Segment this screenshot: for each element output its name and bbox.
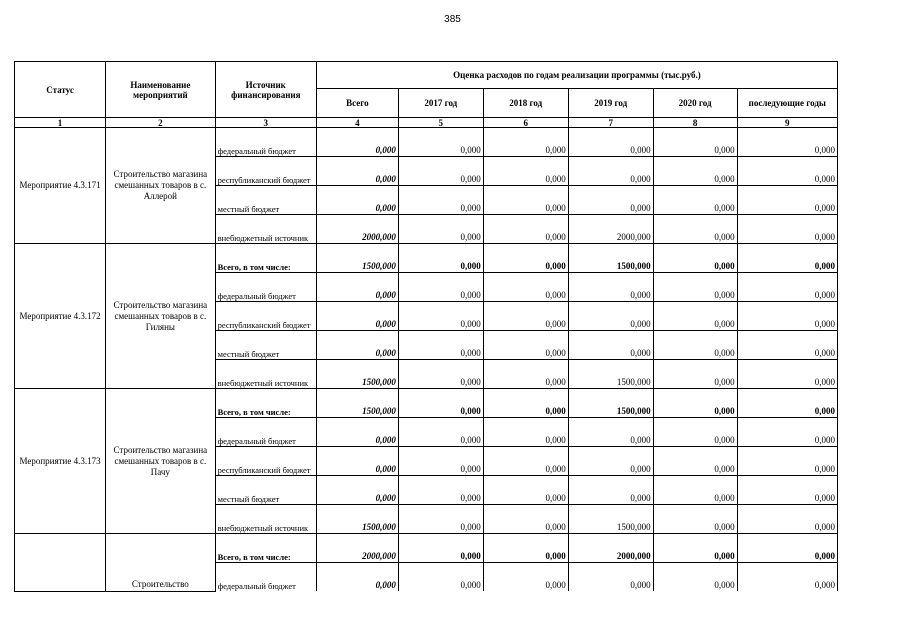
funding-source: внебюджетный источник [215, 360, 316, 389]
amount-total: 0,000 [316, 128, 398, 157]
amount-year: 0,000 [653, 273, 737, 302]
amount-year: 0,000 [398, 505, 483, 534]
amount-total: 0,000 [316, 273, 398, 302]
amount-year: 0,000 [398, 447, 483, 476]
amount-year: 0,000 [653, 534, 737, 563]
amount-total: 1500,000 [316, 389, 398, 418]
amount-year: 0,000 [568, 476, 653, 505]
amount-year: 0,000 [653, 418, 737, 447]
amount-year: 0,000 [568, 418, 653, 447]
amount-year: 0,000 [483, 360, 568, 389]
header-col: 2020 год [653, 89, 737, 118]
amount-year: 0,000 [483, 186, 568, 215]
amount-year: 0,000 [398, 302, 483, 331]
amount-year: 0,000 [483, 215, 568, 244]
funding-source: Всего, в том числе: [215, 244, 316, 273]
amount-total: 0,000 [316, 157, 398, 186]
amount-year: 0,000 [568, 128, 653, 157]
amount-year: 0,000 [398, 244, 483, 273]
amount-total: 1500,000 [316, 360, 398, 389]
amount-total: 2000,000 [316, 215, 398, 244]
funding-source: местный бюджет [215, 331, 316, 360]
amount-year: 0,000 [483, 331, 568, 360]
amount-total: 1500,000 [316, 505, 398, 534]
amount-year: 0,000 [398, 215, 483, 244]
amount-year: 0,000 [737, 215, 837, 244]
amount-year: 2000,000 [568, 534, 653, 563]
measure-name: Строительство магазина смешанных товаров в с. Пачу [106, 389, 216, 534]
amount-total: 2000,000 [316, 534, 398, 563]
amount-year: 1500,000 [568, 244, 653, 273]
column-number: 3 [215, 118, 316, 128]
measure-status: Мероприятие 4.3.173 [15, 389, 106, 534]
header-col: 2017 год [398, 89, 483, 118]
amount-year: 0,000 [737, 128, 837, 157]
amount-year: 0,000 [737, 244, 837, 273]
amount-year: 0,000 [653, 186, 737, 215]
amount-year: 0,000 [483, 418, 568, 447]
column-number: 4 [316, 118, 398, 128]
amount-year: 0,000 [483, 244, 568, 273]
amount-year: 0,000 [483, 389, 568, 418]
column-number: 5 [398, 118, 483, 128]
column-number: 7 [568, 118, 653, 128]
funding-source: федеральный бюджет [215, 128, 316, 157]
column-number: 1 [15, 118, 106, 128]
amount-year: 0,000 [483, 534, 568, 563]
amount-year: 0,000 [653, 244, 737, 273]
expense-table [14, 61, 838, 592]
funding-source: республиканский бюджет [215, 302, 316, 331]
amount-year: 0,000 [653, 389, 737, 418]
column-number: 9 [737, 118, 837, 128]
funding-source: внебюджетный источник [215, 505, 316, 534]
amount-year: 0,000 [737, 273, 837, 302]
amount-year: 1500,000 [568, 360, 653, 389]
funding-source: Всего, в том числе: [215, 534, 316, 563]
amount-total: 0,000 [316, 447, 398, 476]
measure-name: Строительство магазина смешанных товаров в с. Аллерой [106, 128, 216, 244]
header-name: Наименование мероприятий [106, 62, 216, 118]
amount-year: 0,000 [398, 418, 483, 447]
amount-year: 0,000 [653, 331, 737, 360]
amount-year: 0,000 [483, 505, 568, 534]
amount-year: 0,000 [653, 157, 737, 186]
amount-year: 2000,000 [568, 215, 653, 244]
amount-total: 1500,000 [316, 244, 398, 273]
amount-year: 0,000 [737, 157, 837, 186]
measure-name: Строительство [106, 534, 216, 592]
header-col: 2019 год [568, 89, 653, 118]
amount-year: 0,000 [737, 331, 837, 360]
table-row [15, 389, 838, 418]
amount-year: 0,000 [398, 157, 483, 186]
page-number: 385 [444, 14, 461, 25]
amount-total: 0,000 [316, 563, 398, 592]
funding-source: федеральный бюджет [215, 273, 316, 302]
amount-year: 0,000 [568, 302, 653, 331]
funding-source: Всего, в том числе: [215, 389, 316, 418]
amount-year: 0,000 [737, 186, 837, 215]
funding-source: федеральный бюджет [215, 563, 316, 592]
amount-year: 0,000 [483, 447, 568, 476]
funding-source: республиканский бюджет [215, 447, 316, 476]
header-col: 2018 год [483, 89, 568, 118]
amount-total: 0,000 [316, 418, 398, 447]
amount-total: 0,000 [316, 331, 398, 360]
amount-year: 0,000 [483, 273, 568, 302]
amount-year: 0,000 [737, 302, 837, 331]
measure-status: Мероприятие 4.3.171 [15, 128, 106, 244]
amount-year: 0,000 [483, 563, 568, 592]
table-row [15, 534, 838, 563]
amount-year: 0,000 [398, 360, 483, 389]
amount-year: 0,000 [737, 418, 837, 447]
amount-year: 0,000 [398, 476, 483, 505]
measure-status: Мероприятие 4.3.172 [15, 244, 106, 389]
header-col: последующие годы [737, 89, 837, 118]
amount-year: 0,000 [398, 331, 483, 360]
funding-source: местный бюджет [215, 476, 316, 505]
amount-year: 0,000 [483, 157, 568, 186]
amount-year: 0,000 [653, 128, 737, 157]
amount-year: 0,000 [653, 302, 737, 331]
amount-year: 0,000 [483, 476, 568, 505]
amount-year: 0,000 [737, 447, 837, 476]
amount-year: 0,000 [568, 273, 653, 302]
amount-year: 0,000 [398, 563, 483, 592]
amount-year: 0,000 [568, 157, 653, 186]
amount-year: 0,000 [737, 505, 837, 534]
amount-year: 0,000 [737, 476, 837, 505]
amount-year: 1500,000 [568, 389, 653, 418]
funding-source: внебюджетный источник [215, 215, 316, 244]
amount-year: 0,000 [398, 128, 483, 157]
amount-year: 1500,000 [568, 505, 653, 534]
table-row [15, 244, 838, 273]
amount-year: 0,000 [653, 476, 737, 505]
measure-status [15, 534, 106, 592]
amount-year: 0,000 [483, 302, 568, 331]
funding-source: местный бюджет [215, 186, 316, 215]
measure-name: Строительство магазина смешанных товаров в с. Гиляны [106, 244, 216, 389]
table-body [15, 128, 838, 592]
header-status: Статус [15, 62, 106, 118]
header-col: Всего [316, 89, 398, 118]
table-row [15, 128, 838, 157]
column-number: 8 [653, 118, 737, 128]
amount-year: 0,000 [653, 505, 737, 534]
amount-year: 0,000 [568, 331, 653, 360]
column-number: 6 [483, 118, 568, 128]
amount-year: 0,000 [398, 534, 483, 563]
amount-total: 0,000 [316, 186, 398, 215]
amount-year: 0,000 [737, 534, 837, 563]
amount-year: 0,000 [398, 273, 483, 302]
amount-year: 0,000 [398, 389, 483, 418]
header-estimate: Оценка расходов по годам реализации программы (тыс.руб.) [316, 62, 837, 89]
amount-total: 0,000 [316, 476, 398, 505]
amount-year: 0,000 [568, 563, 653, 592]
funding-source: федеральный бюджет [215, 418, 316, 447]
column-number: 2 [106, 118, 216, 128]
amount-year: 0,000 [653, 360, 737, 389]
amount-year: 0,000 [653, 447, 737, 476]
amount-year: 0,000 [653, 563, 737, 592]
header-source: Источник финансирования [215, 62, 316, 118]
amount-year: 0,000 [653, 215, 737, 244]
amount-year: 0,000 [737, 563, 837, 592]
amount-year: 0,000 [568, 186, 653, 215]
funding-source: республиканский бюджет [215, 157, 316, 186]
amount-year: 0,000 [737, 389, 837, 418]
amount-year: 0,000 [568, 447, 653, 476]
amount-total: 0,000 [316, 302, 398, 331]
amount-year: 0,000 [398, 186, 483, 215]
amount-year: 0,000 [737, 360, 837, 389]
amount-year: 0,000 [483, 128, 568, 157]
